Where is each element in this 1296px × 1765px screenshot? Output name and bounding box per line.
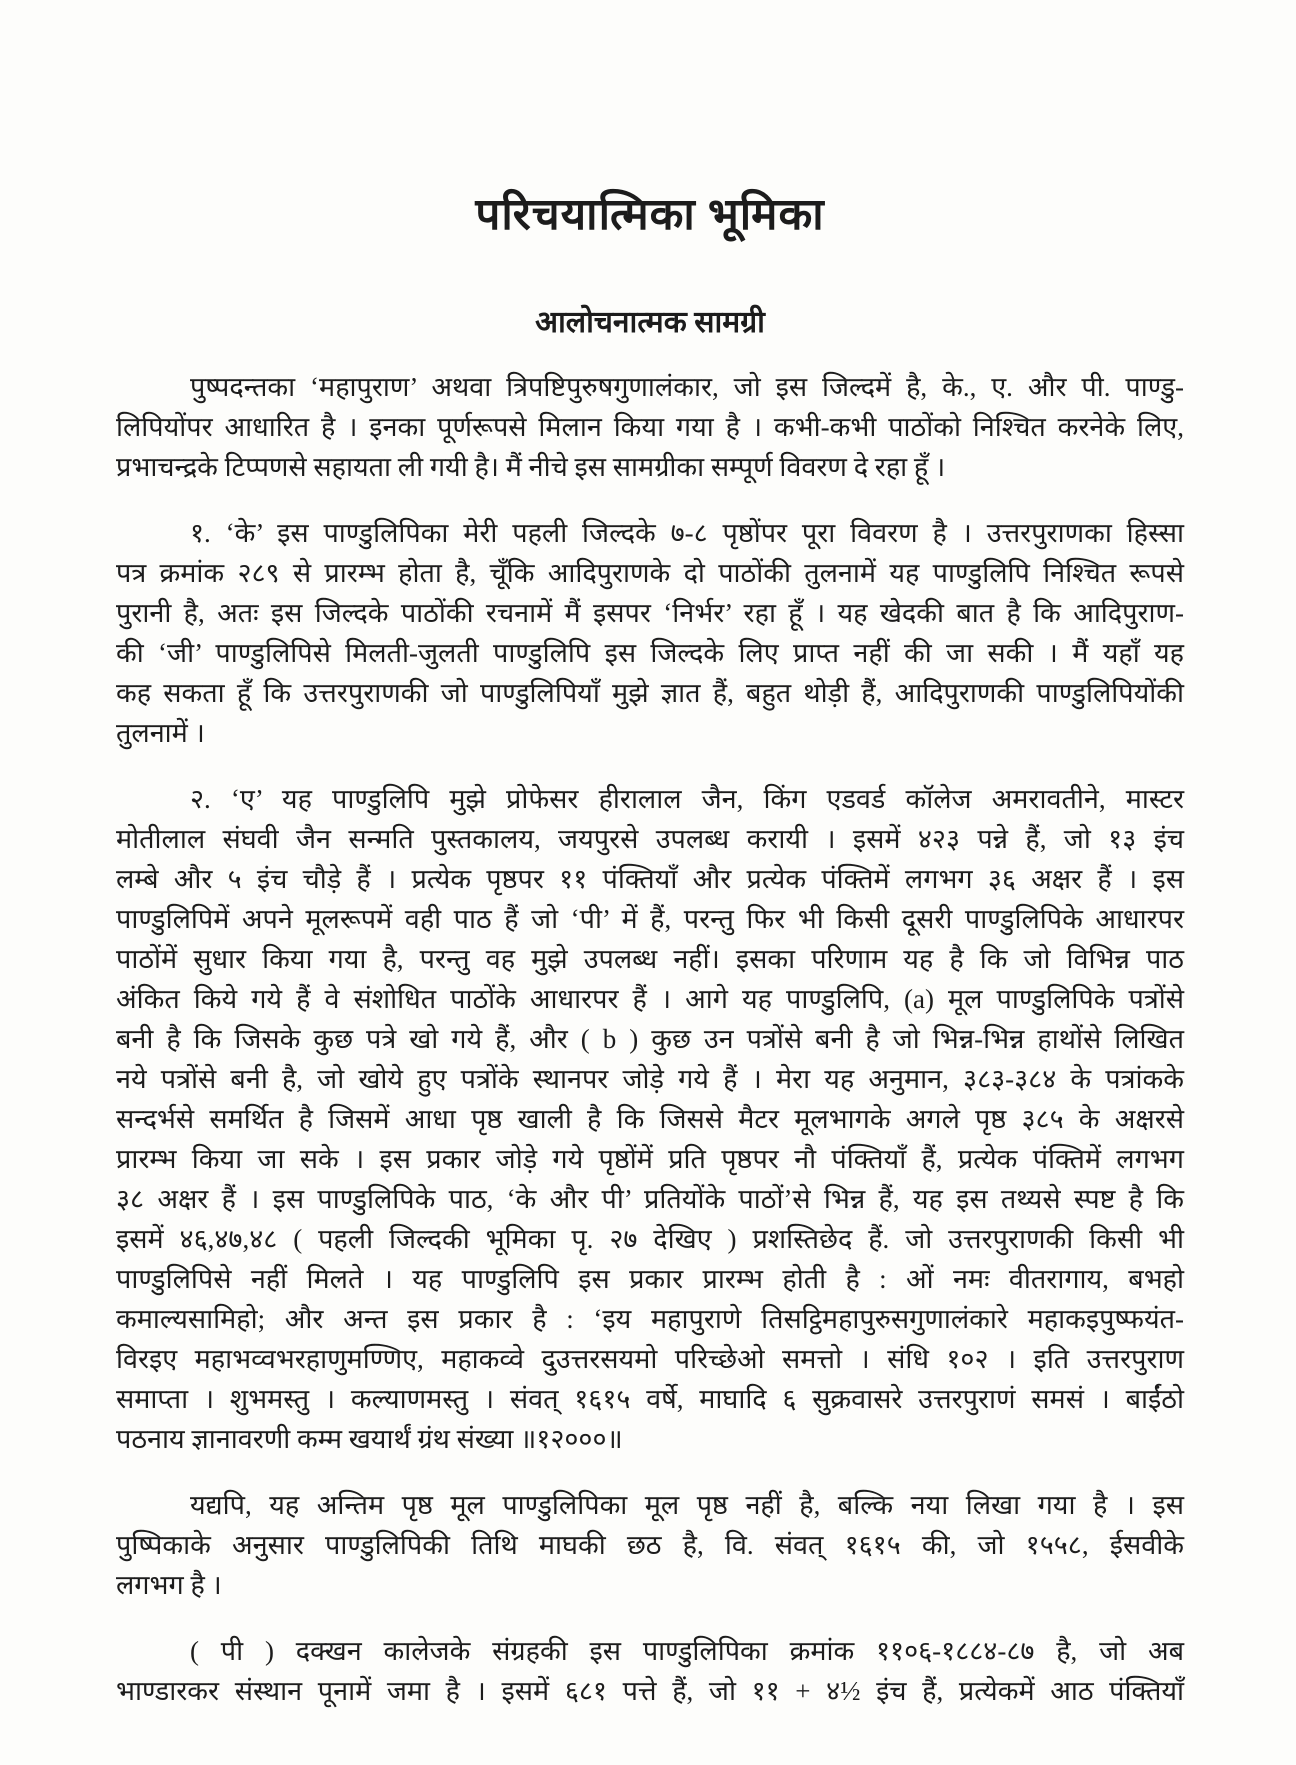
- text-line: की ‘जी’ पाण्डुलिपिसे मिलती-जुलती पाण्डुलिपि इस जिल्दके लिए प्राप्त नहीं की जा सकी । मैं यहाँ यह: [116, 638, 1184, 668]
- text-line: सन्दर्भसे समर्थित है जिसमें आधा पृष्ठ खाली है कि जिससे मैटर मूलभागके अगले पृष्ठ ३८५ के अक्षरसे: [116, 1104, 1184, 1134]
- text-line: प्रभाचन्द्रके टिप्पणसे सहायता ली गयी है। मैं नीचे इस सामग्रीका सम्पूर्ण विवरण दे रहा हूँ ।: [116, 452, 946, 482]
- text-line: पुष्पदन्तका ‘महापुराण’ अथवा त्रिपष्टिपुरुषगुणालंकार, जो इस जिल्दमें है, के., ए. और पी. पाण्डु-: [190, 372, 1184, 402]
- text-line: प्रारम्भ किया जा सके । इस प्रकार जोड़े गये पृष्ठोंमें प्रति पृष्ठपर नौ पंक्तियाँ हैं, प्रत्येक पंक्तिमें लगभग: [116, 1144, 1184, 1174]
- paragraph: [116, 779, 1184, 1459]
- text-line: लगभग है ।: [116, 1570, 222, 1600]
- text-line: ३८ अक्षर हैं । इस पाण्डुलिपिके पाठ, ‘के और पी’ प्रतियोंके पाठों’से भिन्न हैं, यह इस तथ्यसे स्पष्ट है कि: [116, 1184, 1184, 1214]
- text-line: पाण्डुलिपिमें अपने मूलरूपमें वही पाठ हैं जो ‘पी’ में हैं, परन्तु फिर भी किसी दूसरी पाण्डुलिपिके आधारपर: [116, 904, 1184, 934]
- paragraph: [116, 367, 1184, 487]
- text-line: १. ‘के’ इस पाण्डुलिपिका मेरी पहली जिल्दके ७-८ पृष्ठोंपर पूरा विवरण है । उत्तरपुराणका हिस्सा: [190, 518, 1184, 548]
- text-line: भाण्डारकर संस्थान पूनामें जमा है । इसमें ६८१ पत्ते हैं, जो ११ + ४½ इंच हैं, प्रत्येकमें आठ पंक्तियाँ: [116, 1676, 1184, 1706]
- text-line: विरइए महाभव्वभरहाणुमण्णिए, महाकव्वे दुउत्तरसयमो परिच्छेओ समत्तो । संधि १०२ । इति उत्तरपुराण: [116, 1344, 1184, 1374]
- text-line: तुलनामें ।: [116, 718, 205, 748]
- text-line: नये पत्रोंसे बनी है, जो खोये हुए पत्रोंके स्थानपर जोड़े गये हैं । मेरा यह अनुमान, ३८३-३८४ के पत्रांकके: [116, 1064, 1184, 1094]
- page-title: परिचयात्मिका भूमिका: [475, 190, 825, 239]
- text-line: पठनाय ज्ञानावरणी कम्म खयार्थं ग्रंथ संख्या ॥१२०००॥: [116, 1424, 623, 1454]
- text-line: पुष्पिकाके अनुसार पाण्डुलिपिकी तिथि माघकी छठ है, वि. संवत् १६१५ की, जो १५५८, ईसवीके: [116, 1530, 1184, 1560]
- text-line: मोतीलाल संघवी जैन सन्मति पुस्तकालय, जयपुरसे उपलब्ध करायी । इसमें ४२३ पन्ने हैं, जो १३ इंच: [116, 824, 1184, 854]
- text-line: समाप्ता । शुभमस्तु । कल्याणमस्तु । संवत् १६१५ वर्षे, माघादि ६ सुक्रवासरे उत्तरपुराणं समसं । बाईंठो: [116, 1384, 1184, 1414]
- paragraph: [116, 513, 1184, 753]
- text-line: पाठोंमें सुधार किया गया है, परन्तु वह मुझे उपलब्ध नहीं। इसका परिणाम यह है कि जो विभिन्न पाठ: [116, 944, 1184, 974]
- text-line: २. ‘ए’ यह पाण्डुलिपि मुझे प्रोफेसर हीरालाल जैन, किंग एडवर्ड कॉलेज अमरावतीने, मास्टर: [190, 784, 1184, 814]
- text-line: पाण्डुलिपिसे नहीं मिलते । यह पाण्डुलिपि इस प्रकार प्रारम्भ होती है : ओं नमः वीतरागाय, बभहो: [116, 1264, 1184, 1294]
- paragraph: [116, 1631, 1184, 1711]
- section-heading: आलोचनात्मक सामग्री: [535, 306, 765, 339]
- text-line: यद्यपि, यह अन्तिम पृष्ठ मूल पाण्डुलिपिका मूल पृष्ठ नहीं है, बल्कि नया लिखा गया है । इस: [190, 1490, 1184, 1520]
- text-line: लम्बे और ५ इंच चौड़े हैं । प्रत्येक पृष्ठपर ११ पंक्तियाँ और प्रत्येक पंक्तिमें लगभग ३६ अक्षर हैं । इस: [116, 864, 1184, 894]
- text-line: लिपियोंपर आधारित है । इनका पूर्णरूपसे मिलान किया गया है । कभी-कभी पाठोंको निश्चित करनेके लिए,: [116, 412, 1184, 442]
- text-line: बनी है कि जिसके कुछ पत्रे खो गये हैं, और ( b ) कुछ उन पत्रोंसे बनी है जो भिन्न-भिन्न हाथोंसे लिखित: [116, 1024, 1184, 1054]
- body-text: [116, 367, 1184, 1711]
- text-line: इसमें ४६,४७,४८ ( पहली जिल्दकी भूमिका पृ. २७ देखिए ) प्रशस्तिछेद हैं. जो उत्तरपुराणकी किसी भी: [116, 1224, 1184, 1254]
- text-line: पत्र क्रमांक २८९ से प्रारम्भ होता है, चूँकि आदिपुराणके दो पाठोंकी तुलनामें यह पाण्डुलिपि निश्चित रूपसे: [116, 558, 1184, 588]
- text-line: अंकित किये गये हैं वे संशोधित पाठोंके आधारपर हैं । आगे यह पाण्डुलिपि, (a) मूल पाण्डुलिपिके पत्रोंसे: [116, 984, 1184, 1014]
- text-line: कमाल्यसामिहो; और अन्त इस प्रकार है : ‘इय महापुराणे तिसट्ठिमहापुरुसगुणालंकारे महाकइपुष्फयंत-: [116, 1304, 1184, 1334]
- paragraph: [116, 1485, 1184, 1605]
- text-line: ( पी ) दक्खन कालेजके संग्रहकी इस पाण्डुलिपिका क्रमांक ११०६-१८८४-८७ है, जो अब: [190, 1636, 1184, 1666]
- text-line: पुरानी है, अतः इस जिल्दके पाठोंकी रचनामें मैं इसपर ‘निर्भर’ रहा हूँ । यह खेदकी बात है कि आदिपुराण-: [116, 598, 1184, 628]
- text-line: कह सकता हूँ कि उत्तरपुराणकी जो पाण्डुलिपियाँ मुझे ज्ञात हैं, बहुत थोड़ी हैं, आदिपुराणकी पाण्डुलिपियोंकी: [116, 678, 1184, 708]
